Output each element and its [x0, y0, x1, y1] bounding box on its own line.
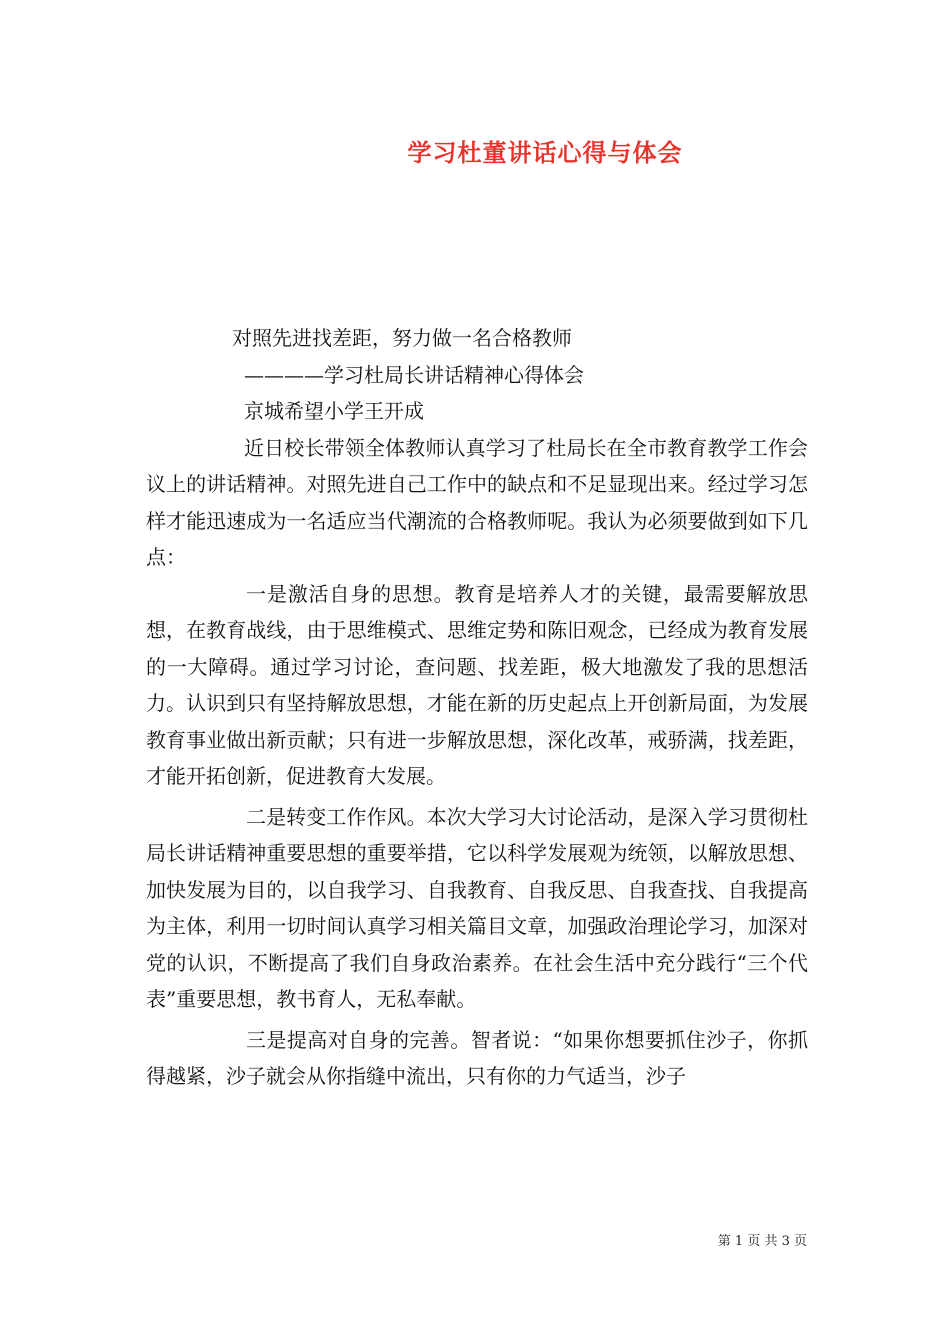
essay-subheading: ————学习杜局长讲话精神心得体会 [244, 362, 584, 387]
document-body [146, 320, 808, 1095]
page-number: 第 1 页 共 3 页 [717, 1234, 807, 1249]
paragraph-intro: 近日校长带领全体教师认真学习了杜局长在全市教育教学工作会议上的讲话精神。对照先进自己工作中的缺点和不足显现出来。经过学习怎样才能迅速成为一名适应当代潮流的合格教师呢。我认为必须要做到如下几点： [146, 435, 808, 569]
paragraph-point-two: 二是转变工作作风。本次大学习大讨论活动，是深入学习贯彻杜局长讲话精神重要思想的重要举措，它以科学发展观为统领，以解放思想、加快发展为目的，以自我学习、自我教育、自我反思、自我查找、自我提高为主体，利用一切时间认真学习相关篇目文章，加强政治理论学习，加深对党的认识，不断提高了我们自身政治素养。在社会生活中充分践行“三个代表”重要思想，教书育人，无私奉献。 [146, 804, 808, 1011]
essay-author: 京城希望小学王开成 [244, 399, 424, 423]
essay-heading: 对照先进找差距，努力做一名合格教师 [232, 326, 572, 350]
paragraph-point-one: 一是激活自身的思想。教育是培养人才的关键，最需要解放思想，在教育战线，由于思维模式、思维定势和陈旧观念，已经成为教育发展的一大障碍。通过学习讨论，查问题、找差距，极大地激发了我的思想活力。认识到只有坚持解放思想，才能在新的历史起点上开创新局面，为发展教育事业做出新贡献；只有进一步解放思想，深化改革，戒骄满，找差距，才能开拓创新，促进教育大发展。 [146, 581, 808, 788]
paragraph-point-three: 三是提高对自身的完善。智者说：“如果你想要抓住沙子，你抓得越紧，沙子就会从你指缝中流出，只有你的力气适当，沙子 [146, 1027, 808, 1088]
document-title: 学习杜董讲话心得与体会 [407, 138, 683, 167]
